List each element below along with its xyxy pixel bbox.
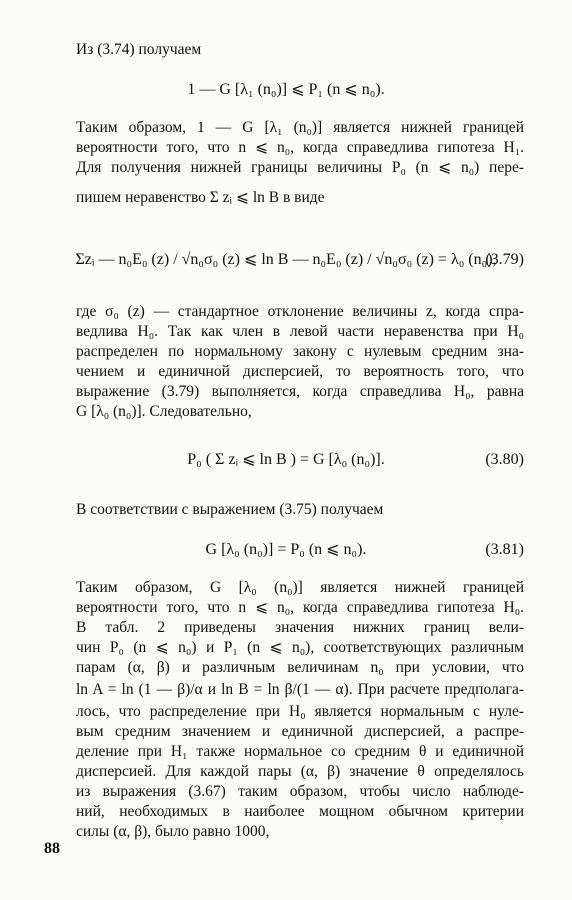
- text-line: лось, что распределение при H₀ является нормальным с нуле-: [76, 703, 524, 720]
- text-line: Для получения нижней границы величины P₀ (n ⩽ n₀) пере-: [76, 159, 524, 176]
- equation-body: 1 — G [λ₁ (n₀)] ⩽ P₁ (n ⩽ n₀).: [187, 81, 385, 98]
- equation-body: P₀ ( Σ zᵢ ⩽ ln B ) = G [λ₀ (n₀)].: [187, 451, 385, 468]
- text-line: ведлива H₀. Так как член в левой части неравенства при H₀: [76, 323, 524, 340]
- text-line: деление при H₁ также нормальное со средним θ и единичной: [76, 743, 524, 760]
- text-line: силы (α, β), было равно 1000,: [76, 823, 270, 840]
- equation-number: (3.81): [485, 541, 524, 558]
- text-line: Из (3.74) получаем: [76, 41, 202, 58]
- text-line: из выражения (3.67) таким образом, чтобы число наблюде-: [76, 783, 524, 800]
- text-line: вым средним значением и единичной дисперсией, а распре-: [76, 723, 524, 740]
- text-line: В табл. 2 приведены значения нижних границ вели-: [76, 619, 524, 636]
- text-line: где σ₀ (z) — стандартное отклонение величины z, когда спра-: [76, 303, 524, 320]
- text-line: Таким образом, G [λ₀ (n₀)] является нижней границей: [76, 579, 524, 596]
- text-line: G [λ₀ (n₀)]. Следовательно,: [76, 403, 252, 420]
- text-line: чением и единичной дисперсией, то вероятность того, что: [76, 363, 524, 380]
- text-line: В соответствии с выражением (3.75) получаем: [76, 501, 384, 518]
- text-line: ний, необходимых в наиболее мощном обычном критерии: [76, 803, 524, 820]
- text-line: выражение (3.79) выполняется, когда справедлива H₀, равна: [76, 383, 524, 400]
- text-line: чин P₀ (n ⩽ n₀) и P₁ (n ⩽ n₀), соответствующих различным: [76, 639, 524, 656]
- text-line: вероятности того, что n ⩽ n₀, когда справедлива гипотеза H₀.: [76, 599, 524, 616]
- text-line: распределен по нормальному закону с нулевым средним зна-: [76, 343, 524, 360]
- text-line: пишем неравенство Σ zᵢ ⩽ ln B в виде: [76, 189, 325, 206]
- text-line: дисперсией. Для каждой пары (α, β) значение θ определялось: [76, 763, 524, 780]
- text-line: ln A = ln (1 — β)/α и ln B = ln β/(1 — α). При расчете предполага-: [76, 681, 524, 698]
- text-line: вероятности того, что n ⩽ n₀, когда справедлива гипотеза H₁.: [76, 139, 524, 156]
- equation-number: (3.80): [485, 451, 524, 468]
- text-line: Таким образом, 1 — G [λ₁ (n₀)] является нижней границей: [76, 119, 524, 136]
- text-line: парам (α, β) и различным величинам n₀ при условии, что: [76, 659, 524, 676]
- page-number: 88: [44, 840, 60, 857]
- equation-body: G [λ₀ (n₀)] = P₀ (n ⩽ n₀).: [205, 541, 367, 558]
- equation-body: Σzᵢ — n₀E₀ (z) / √n₀σ₀ (z) ⩽ ln B — n₀E₀ (z) / √n₀σ₀ (z) = λ₀ (n₀),: [75, 251, 497, 268]
- equation-number: (3.79): [485, 251, 524, 268]
